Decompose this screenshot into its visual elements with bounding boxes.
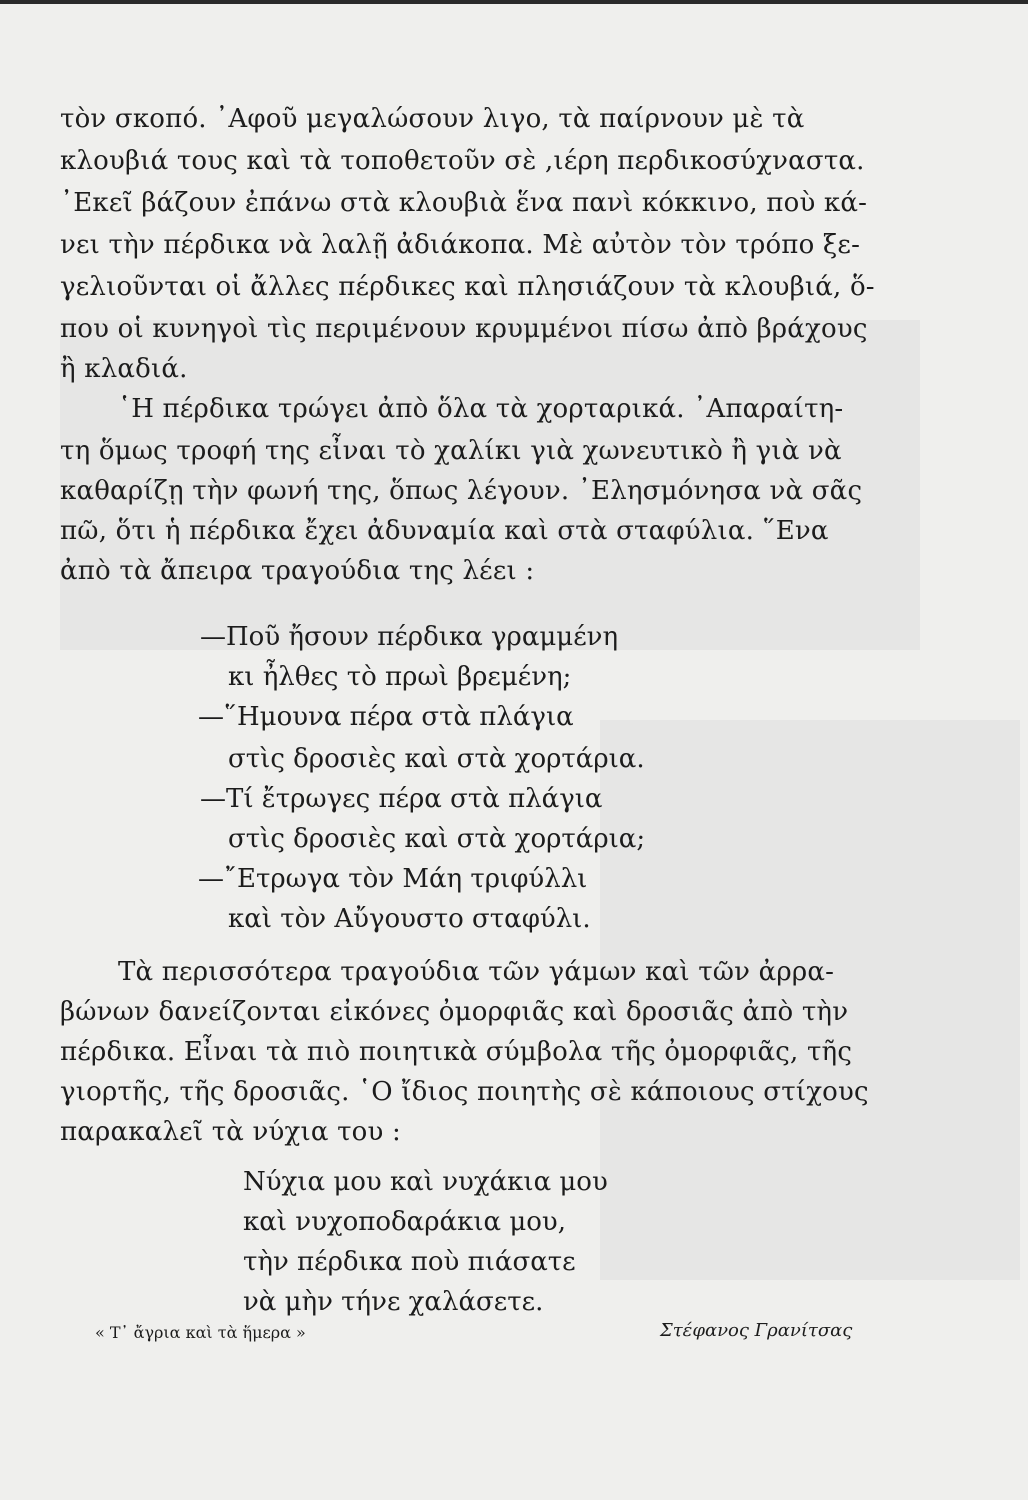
verse-line: Νύχια μου καὶ νυχάκια μου (243, 1167, 608, 1197)
page-top-edge (0, 0, 1028, 4)
author-name: Στέφανος Γρανίτσας (660, 1320, 853, 1341)
verse-line: καὶ νυχοποδαράκια μου, (243, 1207, 566, 1237)
verse-line: —Ποῦ ἤσουν πέρδικα γραμμένη (200, 622, 619, 652)
text-line: ῾Η πέρδικα τρώγει ἀπὸ ὅλα τὰ χορταρικά. ᾿Απαραίτη- (118, 394, 844, 424)
verse-line: στὶς δροσιὲς καὶ στὰ χορτάρια; (228, 824, 646, 854)
text-line: ᾿Εκεῖ βάζουν ἐπάνω στὰ κλουβιὰ ἕνα πανὶ κόκκινο, ποὺ κά- (60, 188, 868, 218)
text-line: βώνων δανείζονται εἰκόνες ὀμορφιᾶς καὶ δροσιᾶς ἀπὸ τὴν (60, 997, 849, 1027)
source-citation: « Τ᾿ ἄγρια καὶ τὰ ἥμερα » (95, 1323, 306, 1342)
text-line: ἀπὸ τὰ ἄπειρα τραγούδια της λέει : (60, 556, 535, 586)
verse-line: στὶς δροσιὲς καὶ στὰ χορτάρια. (228, 744, 645, 774)
verse-line: καὶ τὸν Αὔγουστο σταφύλι. (228, 904, 591, 934)
text-line: γιορτῆς, τῆς δροσιᾶς. ῾Ο ἴδιος ποιητὴς σὲ κάποιους στίχους (60, 1077, 869, 1107)
text-line: που οἱ κυνηγοὶ τὶς περιμένουν κρυμμένοι πίσω ἀπὸ βράχους (60, 314, 868, 344)
text-line: νει τὴν πέρδικα νὰ λαλῇ ἀδιάκοπα. Μὲ αὐτὸν τὸν τρόπο ξε- (60, 230, 861, 260)
text-line: τη ὅμως τροφή της εἶναι τὸ χαλίκι γιὰ χωνευτικὸ ἢ γιὰ νὰ (60, 436, 842, 466)
text-line: πέρδικα. Εἶναι τὰ πιὸ ποιητικὰ σύμβολα τῆς ὀμορφιᾶς, τῆς (60, 1037, 853, 1067)
verse-line: νὰ μὴν τήνε χαλάσετε. (243, 1287, 544, 1317)
text-line: κλουβιά τους καὶ τὰ τοποθετοῦν σὲ ,ιέρη περδικοσύχναστα. (60, 146, 865, 176)
verse-line: —Τί ἔτρωγες πέρα στὰ πλάγια (200, 784, 603, 814)
text-line: τὸν σκοπό. ᾿Αφοῦ μεγαλώσουν λιγο, τὰ παίρνουν μὲ τὰ (60, 104, 805, 134)
text-line: καθαρίζῃ τὴν φωνή της, ὅπως λέγουν. ᾿Ελησμόνησα νὰ σᾶς (60, 476, 863, 506)
verse-line: —῎Ετρωγα τὸν Μάη τριφύλλι (198, 864, 588, 894)
verse-line: κι ἦλθες τὸ πρωὶ βρεμένη; (228, 662, 572, 692)
text-line: ἢ κλαδιά. (60, 354, 188, 384)
text-line: Τὰ περισσότερα τραγούδια τῶν γάμων καὶ τῶν ἀρρα- (118, 957, 835, 987)
verse-line: τὴν πέρδικα ποὺ πιάσατε (243, 1247, 576, 1277)
text-line: παρακαλεῖ τὰ νύχια του : (60, 1117, 401, 1147)
text-line: πῶ, ὅτι ἡ πέρδικα ἔχει ἀδυναμία καὶ στὰ σταφύλια. ῞Ενα (60, 516, 829, 546)
text-line: γελιοῦνται οἱ ἄλλες πέρδικες καὶ πλησιάζουν τὰ κλουβιά, ὅ- (60, 272, 875, 302)
verse-line: —῞Ημουνα πέρα στὰ πλάγια (198, 702, 574, 732)
